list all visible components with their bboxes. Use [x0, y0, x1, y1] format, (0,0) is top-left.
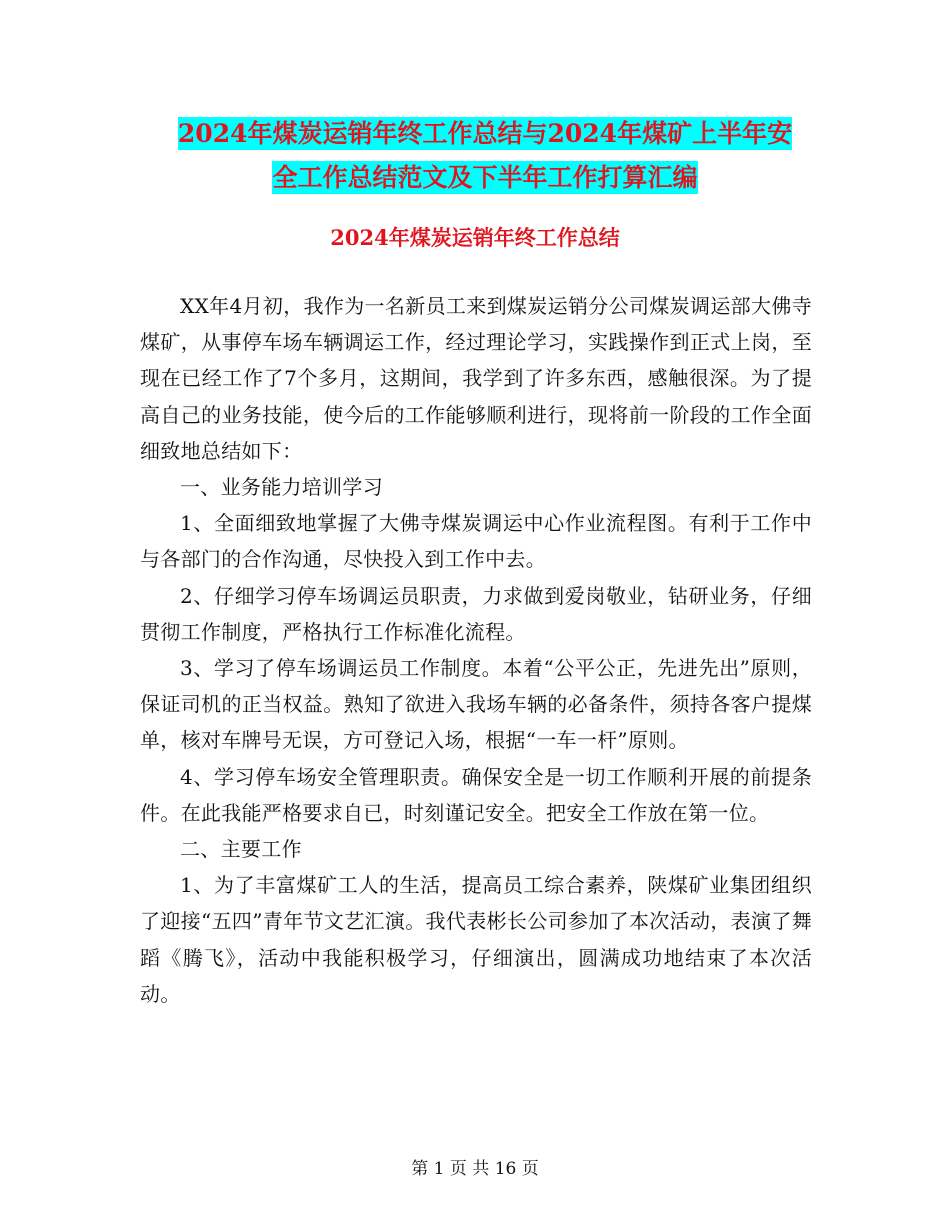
paragraph-item-2: 2、仔细学习停车场调运员职责，力求做到爱岗敬业，钻研业务，仔细贯彻工作制度，严格执行工作标准化流程。	[140, 583, 812, 644]
document-title-line-1: 2024年煤炭运销年终工作总结与2024年煤矿上半年安	[177, 119, 793, 148]
document-body	[140, 288, 812, 1012]
section-title: 2024年煤炭运销年终工作总结	[330, 225, 620, 250]
paragraph-item-4: 4、学习停车场安全管理职责。确保安全是一切工作顺利开展的前提条件。在此我能严格要求自已，时刻谨记安全。把安全工作放在第一位。	[140, 764, 812, 825]
paragraph-work-1: 1、为了丰富煤矿工人的生活，提高员工综合素养，陕煤矿业集团组织了迎接“五四”青年节文艺汇演。我代表彬长公司参加了本次活动，表演了舞蹈《腾飞》，活动中我能积极学习，仔细演出，圆满成功地结束了本次活动。	[140, 873, 812, 1006]
paragraph-item-3: 3、学习了停车场调运员工作制度。本着“公平公正，先进先出”原则，保证司机的正当权益。熟知了欲进入我场车辆的必备条件，须持各客户提煤单，核对车牌号无误，方可登记入场，根据“一车一杆”原则。	[140, 656, 812, 753]
page-number-footer: 第 1 页 共 16 页	[411, 1159, 539, 1179]
heading-training: 一、业务能力培训学习	[180, 475, 383, 500]
document-title	[140, 112, 830, 200]
paragraph-intro: XX年4月初，我作为一名新员工来到煤炭运销分公司煤炭调运部大佛寺煤矿，从事停车场车辆调运工作，经过理论学习，实践操作到正式上岗，至现在已经工作了7个多月，这期间，我学到了许多东西，感触很深。为了提高自己的业务技能，使今后的工作能够顺利进行，现将前一阶段的工作全面细致地总结如下：	[140, 294, 812, 463]
paragraph-item-1: 1、全面细致地掌握了大佛寺煤炭调运中心作业流程图。有利于工作中与各部门的合作沟通，尽快投入到工作中去。	[140, 511, 812, 572]
heading-main-work: 二、主要工作	[180, 837, 302, 862]
document-title-line-2: 全工作总结范文及下半年工作打算汇编	[272, 163, 698, 192]
